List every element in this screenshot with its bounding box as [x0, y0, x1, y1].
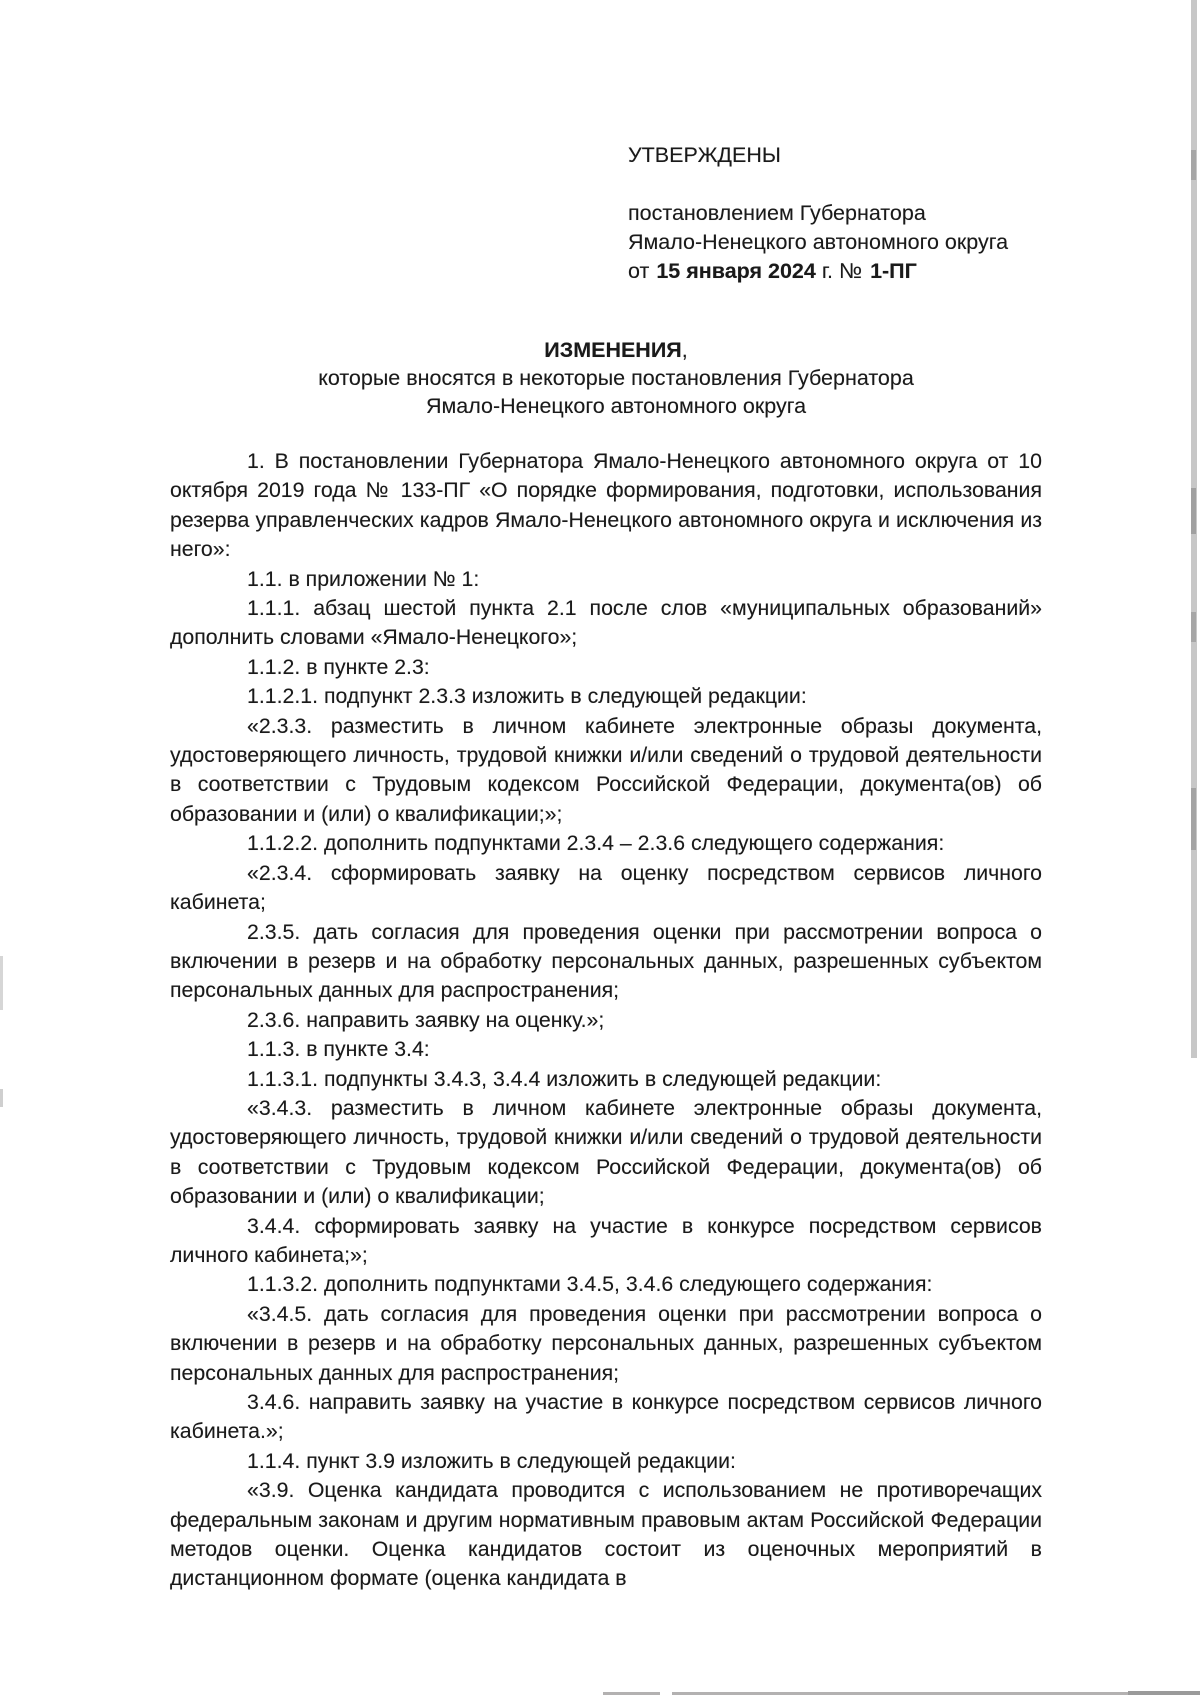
paragraph: 1. В постановлении Губернатора Ямало-Ненецкого автономного округа от 10 октября 2019 года № 133-ПГ «О порядке формирования, подготовки, использования резерва управленческих кадров Ямало-Ненецкого автономного округа и исключения из него»: — [170, 449, 1042, 562]
document-subtitle-line-2: Ямало-Ненецкого автономного округа — [425, 394, 807, 418]
paragraph: 1.1. в приложении № 1: — [247, 566, 480, 591]
paragraph: 1.1.2. в пункте 2.3: — [247, 654, 430, 679]
paragraph: 1.1.2.2. дополнить подпунктами 2.3.4 – 2.3.6 следующего содержания: — [247, 831, 945, 856]
scan-artifact-bottom-line — [603, 1692, 1200, 1695]
approval-date-prefix: от — [628, 259, 650, 283]
document-heading: ИЗМЕНЕНИЯ — [544, 338, 682, 362]
approval-by-line-2: Ямало-Ненецкого автономного округа — [628, 230, 1009, 254]
approval-doc-number: 1-ПГ — [870, 259, 917, 283]
scan-artifact-bottom-gap — [660, 1692, 672, 1695]
scan-artifact-right-tick — [1191, 612, 1196, 642]
approval-date-line — [628, 257, 1008, 286]
paragraph: 1.1.2.1. подпункт 2.3.3 изложить в следующей редакции: — [247, 684, 807, 709]
scan-artifact-left-dash — [0, 1089, 3, 1107]
approval-date: 15 января 2024 — [656, 259, 816, 283]
paragraph: «3.4.5. дать согласия для проведения оценки при рассмотрении вопроса о включении в резерв и на обработку персональных данных, разрешенных субъектом персональных данных для распространения; — [170, 1301, 1042, 1385]
scan-artifact-right-tick — [1191, 488, 1196, 534]
paragraph: «2.3.4. сформировать заявку на оценку посредством сервисов личного кабинета; — [170, 860, 1042, 915]
paragraph: 2.3.6. направить заявку на оценку.»; — [247, 1007, 605, 1032]
paragraph: «3.9. Оценка кандидата проводится с использованием не противоречащих федеральным законам и другим нормативным правовым актам Российской Федерации методов оценки. Оценка кандидатов состоит из оценочных мероприятий в дистанционном формате (оценка кандидата в — [170, 1478, 1042, 1591]
scan-artifact-left-dash — [0, 956, 3, 1010]
paragraph: 1.1.3.2. дополнить подпунктами 3.4.5, 3.4.6 следующего содержания: — [247, 1272, 933, 1297]
scan-artifact-right-tick — [1191, 788, 1196, 850]
paragraph: 1.1.3.1. подпункты 3.4.3, 3.4.4 изложить в следующей редакции: — [247, 1066, 882, 1091]
document-heading-punct: , — [681, 338, 688, 362]
approval-by-line-1: постановлением Губернатора — [628, 201, 926, 225]
paragraph: «2.3.3. разместить в личном кабинете электронные образы документа, удостоверяющего личность, трудовой книжки и/или сведений о трудовой деятельности в соответствии с Трудовым кодексом Российской Федерации, документа(ов) об образовании и (или) о квалификации;»; — [170, 713, 1042, 826]
scan-artifact-bottom-dash — [1128, 1691, 1200, 1695]
paragraph: «3.4.3. разместить в личном кабинете электронные образы документа, удостоверяющего личность, трудовой книжки и/или сведений о трудовой деятельности в соответствии с Трудовым кодексом Российской Федерации, документа(ов) об образовании и (или) о квалификации; — [170, 1095, 1042, 1209]
paragraph: 1.1.3. в пункте 3.4: — [247, 1037, 430, 1062]
document-heading-line — [181, 336, 1051, 364]
document-subtitle-line-1: которые вносятся в некоторые постановления Губернатора — [318, 366, 914, 390]
approval-date-suffix: г. № — [821, 259, 863, 283]
approval-stamp-block — [628, 141, 1008, 286]
document-title-block — [181, 336, 1051, 420]
paragraph: 2.3.5. дать согласия для проведения оценки при рассмотрении вопроса о включении в резерв и на обработку персональных данных, разрешенных субъектом персональных данных для распространения; — [170, 919, 1042, 1003]
approval-status: УТВЕРЖДЕНЫ — [628, 143, 781, 167]
paragraph: 3.4.4. сформировать заявку на участие в конкурсе посредством сервисов личного кабинета;»; — [170, 1213, 1042, 1267]
scan-artifact-right-tick — [1191, 150, 1196, 180]
paragraph: 1.1.1. абзац шестой пункта 2.1 после слов «муниципальных образований» дополнить словами «Ямало-Ненецкого»; — [170, 596, 1042, 650]
document-body — [170, 447, 1042, 1594]
paragraph: 1.1.4. пункт 3.9 изложить в следующей редакции: — [247, 1448, 736, 1473]
paragraph: 3.4.6. направить заявку на участие в конкурсе посредством сервисов личного кабинета.»; — [170, 1390, 1042, 1444]
